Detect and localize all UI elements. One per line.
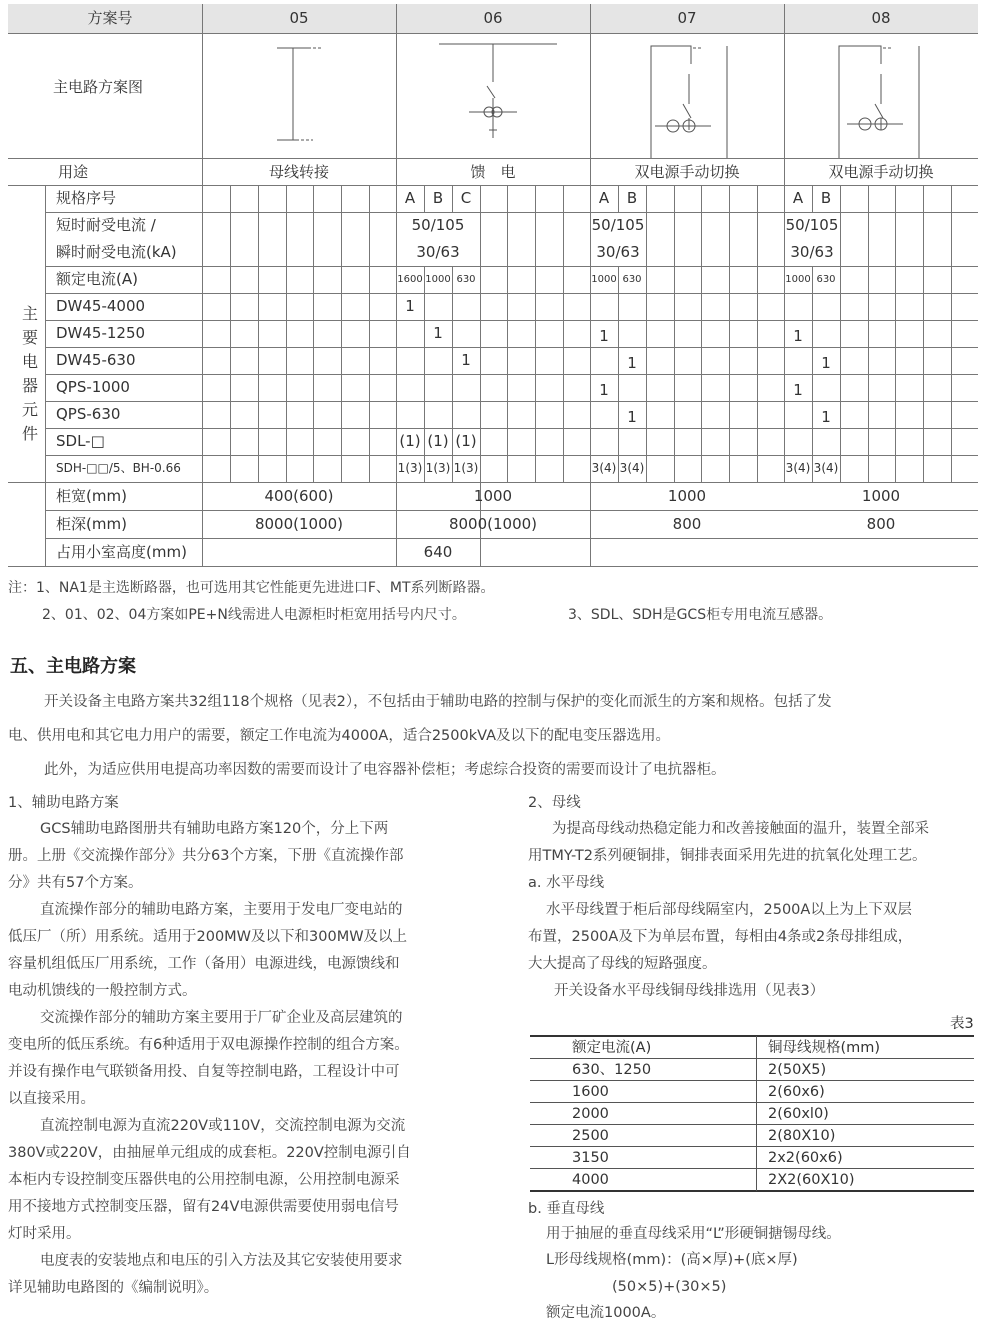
sdh-08-a: 3(4)	[785, 461, 811, 475]
short-current-08: 50/105	[785, 216, 839, 234]
left-line: 灯时采用。	[8, 1226, 81, 1242]
circuit-diagram-08	[785, 34, 978, 158]
note-line-1: 注：1、NA1是主选断路器，也可选用其它性能更先进进口F、MT系列断路器。	[8, 580, 495, 596]
section-title: 五、主电路方案	[10, 656, 136, 677]
right-heading: 2、母线	[528, 795, 581, 811]
instant-current-08: 30/63	[790, 243, 834, 261]
left-line: 电动机馈线的一般控制方式。	[8, 983, 197, 999]
row-label-instant-current: 瞬时耐受电流(kA)	[56, 243, 177, 261]
usage-label: 用途	[58, 163, 89, 181]
right-line: a. 水平母线	[528, 875, 605, 891]
spec-07-a: A	[598, 189, 610, 207]
sdh-07-b: 3(4)	[619, 461, 645, 475]
table3-cell: 2(60xl0)	[768, 1106, 829, 1122]
scheme-08-header: 08	[871, 9, 891, 27]
usage-08: 双电源手动切换	[828, 163, 934, 181]
row-label-sdh: SDH-□□/5、BH-0.66	[56, 461, 181, 475]
scheme-05-header: 05	[289, 9, 309, 27]
sdh-06-b: 1(3)	[425, 461, 451, 475]
left-line: 直流控制电源为直流220V或110V，交流控制电源为交流	[40, 1118, 406, 1134]
instant-current-06: 30/63	[416, 243, 460, 261]
circuit-diagram-06	[397, 34, 590, 158]
depth-08: 800	[866, 515, 896, 533]
width-06: 1000	[473, 487, 513, 505]
row-label-width: 柜宽(mm)	[56, 487, 127, 505]
dw1250-07: 1	[599, 327, 609, 345]
intro-paragraph-1a: 开关设备主电路方案共32组118个规格（见表2），不包括由于辅助电路的控制与保护的变化而派生的方案和规格。包括了发	[44, 694, 832, 710]
sdh-07-a: 3(4)	[591, 461, 617, 475]
spec-08-b: B	[820, 189, 832, 207]
depth-06: 8000(1000)	[448, 515, 538, 533]
dw4000-06: 1	[405, 297, 415, 315]
depth-07: 800	[672, 515, 702, 533]
circuit-diagram-05	[203, 34, 396, 158]
row-label-spec-no: 规格序号	[56, 189, 117, 207]
room-height-06: 640	[423, 543, 453, 561]
table3-cell: 2500	[572, 1128, 609, 1144]
intro-paragraph-2: 此外，为适应供用电提高功率因数的需要而设计了电容器补偿柜；考虑综合投资的需要而设计了电抗器柜。	[44, 762, 726, 778]
diagram-row-label: 主电路方案图	[53, 78, 144, 96]
table3-cell: 2(50X5)	[768, 1062, 827, 1078]
depth-05: 8000(1000)	[254, 515, 344, 533]
sdl-06-a: (1)	[399, 432, 421, 450]
spec-06-a: A	[404, 189, 416, 207]
right-line: 水平母线置于柜后部母线隔室内，2500A以上为上下双层	[546, 902, 912, 918]
spec-08-a: A	[792, 189, 804, 207]
width-05: 400(600)	[264, 487, 334, 505]
row-label-depth: 柜深(mm)	[56, 515, 127, 533]
dw1250-08: 1	[793, 327, 803, 345]
row-label-room-height: 占用小室高度(mm)	[56, 543, 187, 561]
qps630-08: 1	[821, 408, 831, 426]
row-label-rated-current: 额定电流(A)	[56, 270, 138, 288]
rated-07-b: 630	[622, 274, 642, 285]
intro-paragraph-1b: 电、供用电和其它电力用户的需要，额定工作电流为4000A，适合2500kVA及以下的配电变压器选用。	[8, 728, 671, 744]
row-label-qps-1000: QPS-1000	[56, 378, 130, 396]
note-line-2: 2、01、02、04方案如PE+N线需进人电源柜时柜宽用括号内尺寸。	[42, 607, 466, 623]
width-07: 1000	[667, 487, 707, 505]
right-line: 为提高母线动热稳定能力和改善接触面的温升，装置全部采	[552, 821, 929, 837]
left-line: 用不接地方式控制变压器，留有24V电源供需要使用弱电信号	[8, 1199, 399, 1215]
vertical-label-char: 元	[22, 400, 39, 419]
right-line: 开关设备水平母线铜母线排选用（见表3）	[554, 983, 825, 999]
short-current-07: 50/105	[591, 216, 645, 234]
table3-cell: 2x2(60x6)	[768, 1150, 843, 1166]
right-line-b: b. 垂直母线	[528, 1201, 605, 1217]
left-line: 以直接采用。	[8, 1091, 95, 1107]
right-line-b: 用于抽屉的垂直母线采用“L”形硬铜搪锡母线。	[546, 1226, 841, 1242]
vertical-label-char: 电	[22, 352, 39, 371]
instant-current-07: 30/63	[596, 243, 640, 261]
table3-cell: 2(80X10)	[768, 1128, 836, 1144]
usage-05: 母线转接	[268, 163, 330, 181]
qps1000-07: 1	[599, 381, 609, 399]
width-08: 1000	[861, 487, 901, 505]
left-line: 低压厂（所）用系统。适用于200MW及以下和300MW及以上	[8, 929, 408, 945]
table3-cell: 3150	[572, 1150, 609, 1166]
scheme-07-header: 07	[677, 9, 697, 27]
table3-cell: 2000	[572, 1106, 609, 1122]
spec-07-b: B	[626, 189, 638, 207]
left-line: 并设有操作电气联锁备用投、自复等控制电路，工程设计中可	[8, 1064, 400, 1080]
rated-06-a: 1600	[397, 274, 423, 285]
rated-08-a: 1000	[785, 274, 811, 285]
left-line: 电度表的安装地点和电压的引入方法及其它安装使用要求	[40, 1253, 403, 1269]
right-line: 大大提高了母线的短路强度。	[528, 956, 717, 972]
row-label-dw45-4000: DW45-4000	[56, 297, 146, 315]
usage-07: 双电源手动切换	[634, 163, 740, 181]
table3-caption: 表3	[950, 1016, 974, 1032]
sdh-06-a: 1(3)	[397, 461, 423, 475]
table3-header: 铜母线规格(mm)	[768, 1040, 881, 1056]
left-line: 容量机组低压厂用系统，工作（备用）电源进线，电源馈线和	[8, 956, 400, 972]
left-line: GCS辅助电路图册共有辅助电路方案120个，分上下两	[40, 821, 389, 837]
row-label-sdl: SDL-□	[56, 432, 105, 450]
sdh-08-b: 3(4)	[813, 461, 839, 475]
right-line-b: 额定电流1000A。	[546, 1305, 666, 1321]
right-line-b: (50×5)+(30×5)	[612, 1279, 727, 1295]
spec-06-c: C	[460, 189, 472, 207]
right-line: 用TMY-T2系列硬铜排，铜排表面采用先进的抗氧化处理工艺。	[528, 848, 927, 864]
left-line: 交流操作部分的辅助方案主要用于厂矿企业及高层建筑的	[40, 1010, 403, 1026]
dw630-07: 1	[627, 354, 637, 372]
row-label-short-current: 短时耐受电流 /	[56, 216, 156, 234]
rated-08-b: 630	[816, 274, 836, 285]
table3-cell: 2(60x6)	[768, 1084, 825, 1100]
main-scheme-table	[8, 4, 978, 567]
header-label: 方案号	[87, 9, 133, 27]
left-line: 直流操作部分的辅助电路方案，主要用于发电厂变电站的	[40, 902, 403, 918]
table3-header: 额定电流(A)	[572, 1040, 652, 1056]
rated-06-c: 630	[456, 274, 476, 285]
vertical-label-char: 要	[22, 328, 39, 347]
dw630-08: 1	[821, 354, 831, 372]
left-line: 本柜内专设控制变压器供电的公用控制电源，公用控制电源采	[8, 1172, 400, 1188]
left-line: 变电所的低压系统。有6种适用于双电源操作控制的组合方案。	[8, 1037, 409, 1053]
circuit-diagram-07	[591, 34, 784, 158]
usage-06: 馈 电	[470, 163, 516, 181]
row-label-dw45-1250: DW45-1250	[56, 324, 146, 342]
table3-cell: 4000	[572, 1172, 609, 1188]
right-line-b: L形母线规格(mm)：(高×厚)+(底×厚)	[546, 1252, 798, 1268]
sdl-06-b: (1)	[427, 432, 449, 450]
row-label-qps-630: QPS-630	[56, 405, 121, 423]
vertical-label-char: 器	[22, 376, 39, 395]
note-line-3: 3、SDL、SDH是GCS柜专用电流互感器。	[568, 607, 833, 623]
vertical-label-char: 件	[22, 424, 39, 443]
left-line: 册。上册《交流操作部分》共分63个方案，下册《直流操作部	[8, 848, 404, 864]
left-line: 分》共有57个方案。	[8, 875, 143, 891]
qps630-07: 1	[627, 408, 637, 426]
table3-cell: 2X2(60X10)	[768, 1172, 855, 1188]
short-current-06: 50/105	[411, 216, 465, 234]
table3-cell: 1600	[572, 1084, 609, 1100]
left-line: 380V或220V，由抽屉单元组成的成套柜。220V控制电源引自	[8, 1145, 411, 1161]
scheme-06-header: 06	[483, 9, 503, 27]
left-heading: 1、辅助电路方案	[8, 795, 119, 811]
rated-07-a: 1000	[591, 274, 617, 285]
right-line: 布置，2500A及下为单层布置，每相由4条或2条母排组成，	[528, 929, 913, 945]
table3-cell: 630、1250	[572, 1062, 652, 1078]
rated-06-b: 1000	[425, 274, 451, 285]
dw630-06: 1	[461, 351, 471, 369]
qps1000-08: 1	[793, 381, 803, 399]
sdh-06-c: 1(3)	[453, 461, 479, 475]
sdl-06-c: (1)	[455, 432, 477, 450]
spec-06-b: B	[432, 189, 444, 207]
dw1250-06: 1	[433, 324, 443, 342]
left-line: 详见辅助电路图的《编制说明》。	[8, 1280, 219, 1296]
vertical-label-char: 主	[22, 304, 39, 323]
row-label-dw45-630: DW45-630	[56, 351, 136, 369]
